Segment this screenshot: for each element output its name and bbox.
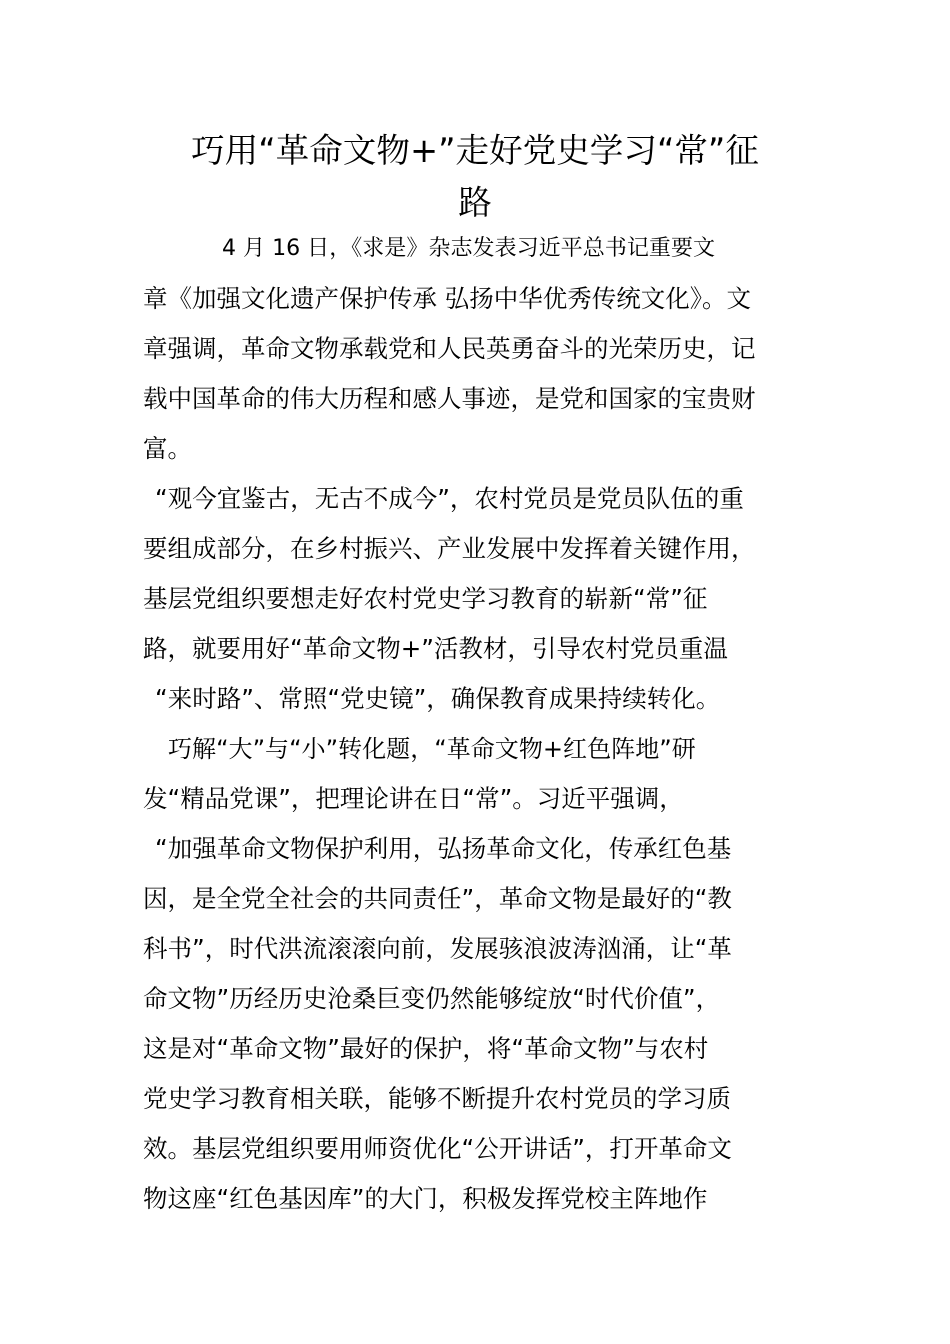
paragraph-2-line-4: 路，就要用好“革命文物+”活教材，引导农村党员重温 <box>143 634 728 663</box>
paragraph-2-line-5: “来时路”、常照“党史镜”，确保教育成果持续转化。 <box>155 684 721 713</box>
paragraph-3-line-10: 物这座“红色基因库”的大门，积极发挥党校主阵地作 <box>143 1184 708 1213</box>
paragraph-3-line-2: 发“精品党课”，把理论讲在日“常”。习近平强调， <box>143 784 684 813</box>
paragraph-3-line-9: 效。基层党组织要用师资优化“公开讲话”，打开革命文 <box>143 1134 732 1163</box>
paragraph-3-line-6: 命文物”历经历史沧桑巨变仍然能够绽放“时代价值”， <box>143 984 721 1013</box>
paragraph-1-line-1: 4 月 16 日，《求是》杂志发表习近平总书记重要文 <box>222 236 716 261</box>
paragraph-3-line-5: 科书”，时代洪流滚滚向前，发展骇浪波涛汹涌，让“革 <box>143 934 732 963</box>
paragraph-3-line-4: 因，是全党全社会的共同责任”，革命文物是最好的“教 <box>143 884 732 913</box>
paragraph-1-line-4: 载中国革命的伟大历程和感人事迹，是党和国家的宝贵财 <box>143 384 756 413</box>
paragraph-1-line-2: 章《加强文化遗产保护传承 弘扬中华优秀传统文化》。文 <box>143 284 752 313</box>
paragraph-2-line-3: 基层党组织要想走好农村党史学习教育的崭新“常”征 <box>143 584 708 613</box>
paragraph-3-line-8: 党史学习教育相关联，能够不断提升农村党员的学习质 <box>143 1084 731 1113</box>
paragraph-2-line-1: “观今宜鉴古，无古不成今”，农村党员是党员队伍的重 <box>155 484 744 513</box>
paragraph-3-line-7: 这是对“革命文物”最好的保护，将“革命文物”与农村 <box>143 1034 709 1063</box>
document-title-line-1: 巧用“革命文物+”走好党史学习“常”征 <box>191 131 759 170</box>
document-title-line-2: 路 <box>458 183 492 222</box>
paragraph-3-line-3: “加强革命文物保护利用，弘扬革命文化，传承红色基 <box>155 834 732 863</box>
paragraph-2-line-2: 要组成部分，在乡村振兴、产业发展中发挥着关键作用， <box>143 534 756 563</box>
paragraph-1-line-5: 富。 <box>143 434 192 463</box>
paragraph-3-line-1: 巧解“大”与“小”转化题，“革命文物+红色阵地”研 <box>168 735 696 763</box>
paragraph-1-line-3: 章强调，革命文物承载党和人民英勇奋斗的光荣历史，记 <box>143 334 756 363</box>
